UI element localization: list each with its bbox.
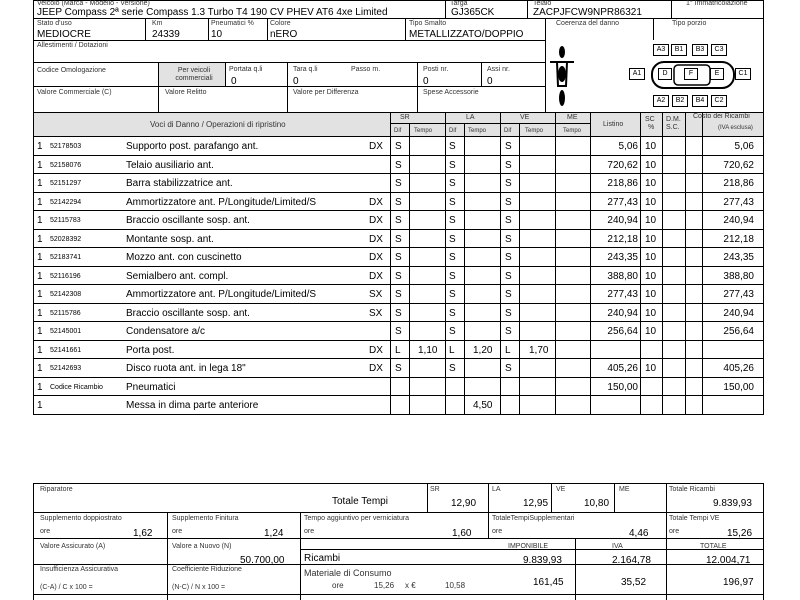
col-ve-dif: Dif	[504, 128, 512, 134]
table-row-ve-tempo: 1,70	[529, 344, 549, 356]
sum-la-value: 12,95	[523, 498, 549, 509]
extra-total-ore: ore	[492, 528, 503, 535]
cons-taxable: 161,45	[533, 577, 564, 588]
col-la: LA	[466, 114, 475, 121]
table-row[interactable]	[33, 341, 764, 360]
ve-total-ore: ore	[669, 528, 680, 535]
table-row-ve-dif: S	[505, 233, 512, 245]
table-row-sr-dif: S	[395, 289, 402, 300]
table-row-total: 5,06	[734, 141, 754, 152]
table-row-total: 720,62	[723, 159, 754, 171]
table-row-total: 405,26	[723, 363, 754, 374]
table-row[interactable]	[33, 285, 764, 304]
col-cost-sub: (IVA esclusa)	[718, 125, 753, 131]
chassis-value: ZACPJFCW9NPR86321	[533, 7, 642, 18]
seats-label: Posti nr.	[423, 66, 449, 73]
state-value: MEDIOCRE	[37, 29, 91, 40]
table-row-total: 212,18	[723, 233, 754, 245]
table-row-sr-dif: S	[395, 233, 402, 245]
finish-value: 1,24	[264, 528, 284, 539]
col-listino: Listino	[603, 121, 624, 128]
table-row-price: 240,94	[607, 307, 638, 319]
table-row-ve-dif: L	[505, 344, 511, 356]
table-row-code: 52178503	[50, 143, 82, 150]
table-row-code: 52115786	[50, 309, 81, 317]
difference-label: Valore per Differenza	[293, 89, 359, 96]
reduction-label: Coefficiente Riduzione	[172, 566, 242, 573]
table-row-la-dif: L	[449, 344, 455, 356]
zone-b3[interactable]: B3	[692, 44, 708, 56]
insufficiency-label: Insufficienza Assicurativa	[40, 566, 119, 573]
table-row-price: 277,43	[607, 289, 638, 300]
col-sr: SR	[400, 114, 410, 121]
axles-value: 0	[487, 76, 493, 87]
zone-f[interactable]: F	[684, 68, 698, 80]
axles-label: Assi nr.	[487, 66, 510, 73]
km-value: 24339	[152, 29, 180, 40]
col-la-tempo: Tempo	[468, 128, 487, 134]
table-row-ve-dif: S	[505, 270, 512, 282]
table-row-description: Ammortizzatore ant. P/Longitude/Limited/S	[126, 289, 317, 300]
table-row-price: 388,80	[607, 270, 638, 282]
seats-value: 0	[423, 76, 429, 87]
double-layer-ore: ore	[40, 528, 51, 535]
zone-b4[interactable]: B4	[692, 95, 708, 107]
table-row[interactable]	[33, 211, 764, 230]
table-row-code: Codice Ricambio	[50, 383, 103, 391]
summary-block	[33, 483, 764, 600]
table-row-total: 240,94	[723, 215, 754, 226]
plate-label: Targa	[450, 0, 468, 7]
table-row-code: 52142308	[50, 291, 82, 298]
table-row-description: Pneumatici	[126, 381, 176, 393]
table-row[interactable]	[33, 248, 764, 267]
load-label: Portata q.li	[229, 66, 263, 73]
col-sr-dif: Dif	[394, 128, 402, 134]
cons-vat: 35,52	[621, 577, 647, 588]
table-row-price: 5,06	[618, 141, 638, 152]
sum-me-label: ME	[619, 486, 630, 493]
total-label: TOTALE	[700, 543, 727, 550]
table-row-sr-dif: S	[395, 215, 402, 226]
table-row-total: 150,00	[723, 381, 754, 393]
table-row-la-dif: S	[449, 270, 456, 282]
taxable-label: IMPONIBILE	[508, 543, 549, 550]
col-dm-sc: S.C.	[666, 124, 680, 131]
table-row-code: 52115783	[50, 217, 81, 224]
table-row-sr-dif: S	[395, 178, 402, 189]
parts-grand-total: 12.004,71	[706, 555, 751, 566]
table-row-price: 405,26	[607, 363, 638, 374]
table-row-description: Braccio oscillante sosp. ant.	[126, 307, 250, 319]
table-row-description: Ammortizzatore ant. P/Longitude/Limited/S	[126, 196, 317, 208]
table-row-qty: 1	[37, 344, 43, 356]
table-row-la-dif: S	[449, 215, 456, 226]
vehicle-name: JEEP Compass 2ª serie Compass 1.3 Turbo T4 190 CV PHEV AT6 4xe Limited	[37, 7, 388, 18]
extra-total-label: TotaleTempiSupplementari	[492, 515, 575, 522]
table-row-la-dif: S	[449, 233, 456, 245]
table-row-description: Montante sosp. ant.	[126, 233, 214, 245]
new-value: 50.700,00	[240, 555, 285, 566]
table-row-sc: 10	[645, 326, 657, 337]
table-row[interactable]	[33, 174, 764, 193]
table-row-total: 277,43	[723, 196, 754, 208]
table-row-price: 150,00	[607, 381, 638, 393]
table-row-la-dif: S	[449, 252, 456, 263]
table-title: Voci di Danno / Operazioni di ripristino	[150, 120, 286, 129]
sum-sr-label: SR	[430, 486, 440, 493]
table-row-sr-dif: S	[395, 326, 402, 337]
zone-b1[interactable]: B1	[671, 44, 687, 56]
table-row-code: 52142693	[50, 365, 82, 372]
ve-total-label: Totale Tempi VE	[669, 515, 720, 522]
table-row-ve-dif: S	[505, 289, 512, 300]
table-row[interactable]	[33, 137, 764, 156]
col-ve-tempo: Tempo	[525, 128, 544, 134]
table-row-side: DX	[369, 363, 383, 374]
tyres-label: Pneumatici %	[211, 20, 254, 27]
double-layer-label: Supplemento doppiostrato	[40, 515, 122, 522]
zone-a3[interactable]: A3	[653, 44, 669, 56]
new-value-label: Valore a Nuovo (N)	[172, 543, 232, 550]
remainder-label: Valore Relitto	[165, 89, 207, 96]
plate-value: GJ365CK	[451, 7, 495, 18]
load-value: 0	[231, 76, 237, 87]
color-label: Colore	[270, 20, 291, 27]
table-row-code: 52028392	[50, 235, 82, 243]
table-row-price: 720,62	[607, 159, 638, 171]
table-row-qty: 1	[37, 326, 43, 337]
zone-b2[interactable]: B2	[672, 95, 688, 107]
cons-ore-label: ore	[332, 581, 344, 590]
table-row-code: 52145001	[50, 328, 82, 335]
table-row-code: 52151297	[50, 180, 82, 187]
table-row-total: 243,35	[723, 252, 754, 263]
table-row-sc: 10	[645, 289, 657, 300]
nc-formula: (N-C) / N x 100 =	[172, 584, 226, 591]
table-row-side: DX	[369, 252, 383, 263]
table-row-side: DX	[369, 141, 383, 152]
table-row-qty: 1	[37, 289, 43, 300]
table-row-price: 277,43	[607, 196, 638, 208]
table-row-ve-dif: S	[505, 252, 512, 263]
table-row-side: DX	[369, 196, 383, 208]
zone-a2[interactable]: A2	[653, 95, 669, 107]
paint-extra-ore: ore	[304, 528, 315, 535]
table-row-code: 52141661	[50, 346, 82, 354]
homologation-label: Codice Omologazione	[37, 67, 106, 74]
table-row-sr-dif: S	[395, 196, 402, 208]
parts-total-value: 9.839,93	[713, 498, 752, 509]
table-row-description: Disco ruota ant. in lega 18"	[126, 363, 246, 374]
col-dm: D.M.	[666, 116, 681, 123]
table-row-la-dif: S	[449, 178, 456, 189]
finish-label: Supplemento Finitura	[172, 515, 239, 522]
table-row-side: SX	[369, 307, 383, 319]
tare-value: 0	[293, 76, 299, 87]
zone-c1[interactable]: C1	[735, 68, 751, 80]
cons-rate: 10,58	[445, 581, 466, 590]
drawing-label: Tipo porzio	[672, 20, 707, 27]
parts-row-label: Ricambi	[304, 553, 341, 564]
table-row-qty: 1	[37, 178, 43, 189]
zone-c3[interactable]: C3	[711, 44, 727, 56]
table-row-ve-dif: S	[505, 159, 512, 171]
table-row-side: DX	[369, 270, 383, 282]
zone-d[interactable]: D	[658, 68, 672, 80]
parts-total-label: Totale Ricambi	[669, 486, 715, 493]
table-row-code: 52158076	[50, 161, 82, 169]
table-row-side: DX	[369, 233, 383, 245]
paint-value: METALLIZZATO/DOPPIO	[409, 29, 524, 40]
table-row-ve-dif: S	[505, 363, 512, 374]
table-row[interactable]	[33, 396, 764, 415]
table-row-qty: 1	[37, 141, 43, 152]
table-row-qty: 1	[37, 270, 43, 282]
first-registration-label: 1° Immatricolazione	[686, 0, 748, 7]
table-row-description: Condensatore a/c	[126, 326, 205, 337]
tare-label: Tara q.li	[293, 66, 318, 73]
table-row-sc: 10	[645, 215, 657, 226]
accessories-label: Spese Accessorie	[423, 89, 479, 96]
table-row-code: 52183741	[50, 254, 82, 261]
table-row-code: 52142294	[50, 198, 82, 206]
sum-la-label: LA	[492, 486, 501, 493]
table-row-total: 277,43	[723, 289, 754, 300]
col-sc: SC	[645, 116, 655, 123]
table-row-description: Supporto post. parafango ant.	[126, 141, 259, 152]
state-label: Stato d'uso	[37, 20, 72, 27]
commercial-label: Per veicoli commerciali	[175, 67, 213, 82]
cons-x: x €	[405, 581, 416, 590]
zone-e[interactable]: E	[710, 68, 724, 80]
table-row-ve-dif: S	[505, 141, 512, 152]
consumables-label: Materiale di Consumo	[304, 568, 392, 578]
col-sr-tempo: Tempo	[414, 128, 433, 134]
table-row-price: 212,18	[607, 233, 638, 245]
table-row-la-dif: S	[449, 289, 456, 300]
table-row-total: 240,94	[723, 307, 754, 319]
zone-a1[interactable]: A1	[629, 68, 645, 80]
table-row-la-dif: S	[449, 326, 456, 337]
table-row-ve-dif: S	[505, 178, 512, 189]
table-row-sr-dif: L	[395, 344, 401, 356]
col-me-tempo: Tempo	[563, 128, 582, 134]
table-row-qty: 1	[37, 159, 43, 171]
extra-total-value: 4,46	[629, 528, 649, 539]
paint-label: Tipo Smalto	[409, 20, 447, 27]
table-row-description: Semialbero ant. compl.	[126, 270, 229, 282]
sum-sr-value: 12,90	[451, 498, 477, 509]
sum-ve-value: 10,80	[584, 498, 610, 509]
ve-total-value: 15,26	[727, 528, 753, 539]
insured-label: Valore Assicurato (A)	[40, 543, 106, 550]
repairer-label: Riparatore	[40, 486, 73, 493]
table-row-price: 243,35	[607, 252, 638, 263]
table-row-total: 256,64	[723, 326, 754, 337]
table-row-price: 256,64	[607, 326, 638, 337]
table-row[interactable]	[33, 304, 764, 323]
table-row-qty: 1	[37, 215, 43, 226]
table-row-sc: 10	[645, 141, 657, 152]
ca-formula: (C-A) / C x 100 =	[40, 584, 93, 591]
table-row-qty: 1	[37, 196, 43, 208]
zone-c2[interactable]: C2	[711, 95, 727, 107]
table-row-sr-dif: S	[395, 307, 402, 319]
table-row-sc: 10	[645, 233, 657, 245]
tyres-value: 10	[211, 29, 223, 40]
table-row-ve-dif: S	[505, 326, 512, 337]
table-row-la-dif: S	[449, 141, 456, 152]
table-row[interactable]	[33, 359, 764, 378]
table-row-qty: 1	[37, 381, 43, 393]
table-row[interactable]	[33, 267, 764, 286]
table-row-description: Telaio ausiliario ant.	[126, 159, 214, 171]
table-row[interactable]	[33, 322, 764, 341]
table-row-sc: 10	[645, 307, 657, 319]
table-row-qty: 1	[37, 233, 43, 245]
vat-label: IVA	[612, 543, 623, 550]
damage-label: Coerenza del danno	[556, 20, 620, 27]
total-times-label: Totale Tempi	[332, 496, 388, 507]
fittings-label: Allestimenti / Dotazioni	[37, 42, 108, 49]
table-row-sc: 10	[645, 252, 657, 263]
table-row-side: DX	[369, 344, 383, 356]
table-row-sc: 10	[645, 178, 657, 189]
table-row-sc: 10	[645, 363, 657, 374]
table-row-la-dif: S	[449, 159, 456, 171]
finish-ore: ore	[172, 528, 183, 535]
table-row[interactable]	[33, 378, 764, 397]
col-ve: VE	[520, 114, 530, 121]
col-me: ME	[567, 114, 578, 121]
table-row-sr-dif: S	[395, 252, 402, 263]
table-row-la-dif: S	[449, 307, 456, 319]
table-row[interactable]	[33, 193, 764, 212]
table-row-sc: 10	[645, 159, 657, 171]
parts-taxable: 9.839,93	[523, 555, 562, 566]
table-row-la-tempo: 4,50	[473, 400, 493, 411]
table-row-sr-tempo: 1,10	[418, 344, 438, 356]
table-row-description: Braccio oscillante sosp. ant.	[126, 215, 250, 226]
table-row-qty: 1	[37, 400, 43, 411]
chassis-label: Telaio	[533, 0, 552, 7]
table-row-price: 218,86	[607, 178, 638, 189]
table-row-ve-dif: S	[505, 196, 512, 208]
table-row-sc: 10	[645, 270, 657, 282]
cons-ore-value: 15,26	[374, 581, 395, 590]
parts-vat: 2.164,78	[612, 555, 651, 566]
table-row-sr-dif: S	[395, 363, 402, 374]
table-row-sr-dif: S	[395, 159, 402, 171]
step-label: Passo m.	[351, 66, 381, 73]
table-row-description: Mozzo ant. con cuscinetto	[126, 252, 242, 263]
table-row-sr-dif: S	[395, 270, 402, 282]
table-row[interactable]	[33, 230, 764, 249]
table-row-side: DX	[369, 215, 383, 226]
table-row-ve-dif: S	[505, 307, 512, 319]
table-row-sr-dif: S	[395, 141, 402, 152]
col-cost: Costo dei Ricambi	[693, 113, 750, 120]
double-layer-value: 1,62	[133, 528, 153, 539]
motorcycle-icon	[548, 44, 576, 108]
col-sc-unit: %	[648, 124, 655, 131]
table-row-la-dif: S	[449, 363, 456, 374]
table-row-qty: 1	[37, 252, 43, 263]
table-row-qty: 1	[37, 307, 43, 319]
table-row-ve-dif: S	[505, 215, 512, 226]
cons-total: 196,97	[723, 577, 754, 588]
table-row-description: Porta post.	[126, 344, 175, 356]
km-label: Km	[152, 20, 163, 27]
paint-extra-value: 1,60	[452, 528, 472, 539]
sum-ve-label: VE	[556, 486, 566, 493]
table-row-code: 52116196	[50, 272, 81, 280]
table-row-la-tempo: 1,20	[473, 344, 493, 356]
table-row-total: 218,86	[723, 178, 754, 189]
table-row[interactable]	[33, 156, 764, 175]
table-row-qty: 1	[37, 363, 43, 374]
table-row-price: 240,94	[607, 215, 638, 226]
table-row-sc: 10	[645, 196, 657, 208]
table-row-side: SX	[369, 289, 383, 300]
table-row-description: Barra stabilizzatrice ant.	[126, 178, 233, 189]
table-row-description: Messa in dima parte anteriore	[126, 400, 259, 411]
table-row-total: 388,80	[723, 270, 754, 282]
commercial-value-label: Valore Commerciale (C)	[37, 89, 112, 96]
paint-extra-label: Tempo aggiuntivo per verniciatura	[304, 515, 410, 522]
table-row-la-dif: S	[449, 196, 456, 208]
vehicle-label: Veicolo (Marca - Modello - Versione)	[37, 0, 150, 7]
color-value: nERO	[270, 29, 298, 40]
col-la-dif: Dif	[449, 128, 457, 134]
